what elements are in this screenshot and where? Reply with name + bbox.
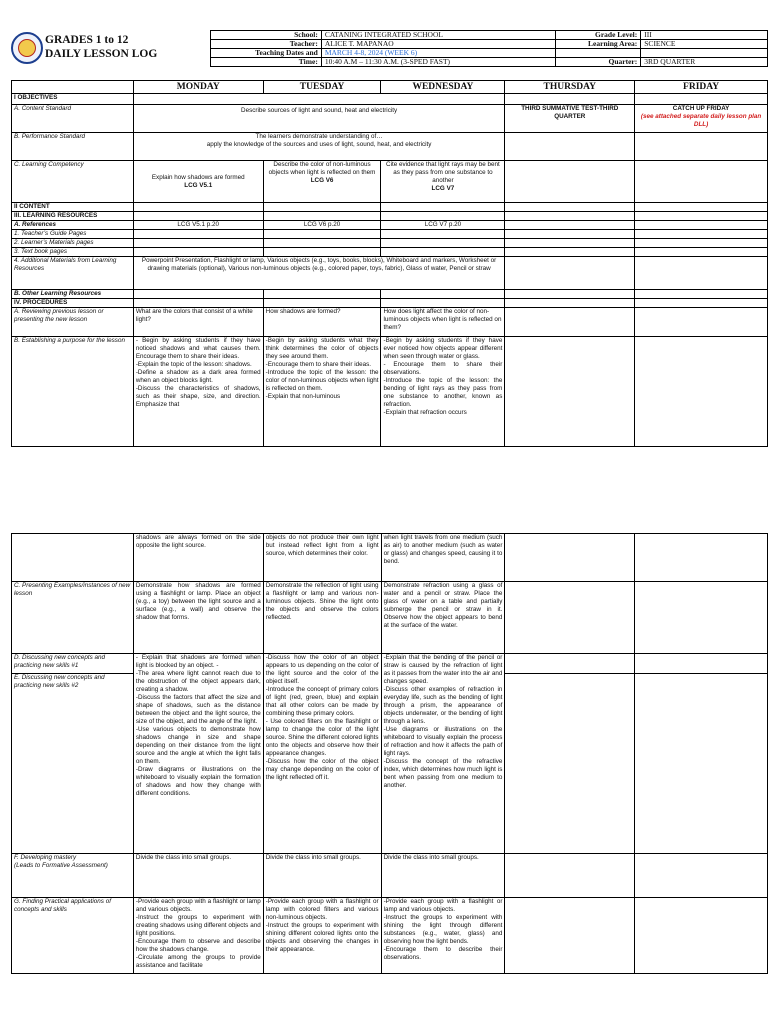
- day-monday: MONDAY: [133, 81, 263, 94]
- teacher-label: Teacher:: [211, 40, 322, 49]
- purpose-tuesday: -Begin by asking students what they think determines the color of objects they see around them. -Encourage them to share their ideas. -Introduce the topic of the lesson: the color of non-luminous objects when light is reflected on them. -Explain that non-luminous: [263, 337, 381, 447]
- catch-up-friday-note: (see attached separate daily lesson plan DLL): [640, 113, 762, 128]
- area-value: SCIENCE: [641, 40, 768, 49]
- day-friday: FRIDAY: [635, 81, 768, 94]
- review-wednesday: How does light affect the color of non-luminous objects when light is reflected on them?: [381, 308, 505, 337]
- examples-label: C. Presenting Examples/instances of new lesson: [12, 582, 134, 654]
- day-thursday: THURSDAY: [505, 81, 635, 94]
- time-label: Time:: [211, 58, 322, 67]
- examples-monday: Demonstrate how shadows are formed using a flashlight or lamp. Place an object (e.g., a toy) between the light source and a surface (e.g., a wall) and observe the shadow that forms.: [133, 582, 263, 654]
- review-label: A. Reviewing previous lesson or presenting the new lesson: [12, 308, 134, 337]
- mastery-monday: Divide the class into small groups.: [133, 854, 263, 898]
- time-value: 10:40 A.M – 11:30 A.M. (3-SPED FAST): [321, 58, 556, 67]
- school-info-table: [210, 30, 768, 67]
- school-label: School:: [211, 31, 322, 40]
- learning-resources-heading: III. LEARNING RESOURCES: [12, 212, 134, 221]
- practical-tuesday: -Provide each group with a flashlight or lamp with colored filters and various non-luminous objects. -Instruct the groups to experiment with shining different colored lights onto the objects and observing the changes in their appearance.: [263, 898, 381, 974]
- teacher-value: ALICE T. MAPANAO: [321, 40, 556, 49]
- mastery-label: F. Developing mastery (Leads to Formative Assessment): [12, 854, 134, 898]
- mastery-tuesday: Divide the class into small groups.: [263, 854, 381, 898]
- purpose-tuesday-continued: objects do not produce their own light but instead reflect light from a light source, which determines their color.: [263, 534, 381, 582]
- day-tuesday: TUESDAY: [263, 81, 381, 94]
- lesson-log-header: [11, 30, 768, 72]
- additional-materials-text: Powerpoint Presentation, Flashlight or lamp, Various objects (e.g., toys, books, blocks), Whiteboard and markers, Worksheet or drawing materials (optional), Various non-luminous objects (e.g., colored paper, toys, fabric), Glass of water, Pencil or straw: [133, 257, 505, 290]
- examples-tuesday: Demonstrate the reflection of light using a flashlight or lamp and various non-luminous objects. Shine the light onto the objects and observe the colors reflected.: [263, 582, 381, 654]
- mastery-wednesday: Divide the class into small groups.: [381, 854, 505, 898]
- discuss-wednesday: -Explain that the bending of the pencil or straw is caused by the refraction of light as it passes from the water into the air and changes speed. -Discuss other examples of refraction in everyday life, such as the bending of light through a prism, the appearance of objects underwater, or the bending of light through a lens. -Use diagrams or illustrations on the whiteboard to visually explain the process of refraction and how it affects the path of light rays. -Discuss the concept of the refractive index, which determines how much light is bent when passing from one medium to another.: [381, 654, 505, 854]
- lesson-table-page2: [11, 533, 768, 974]
- purpose-wednesday: -Begin by asking students if they have ever noticed how objects appear different when seen through water or glass. - Encourage them to share their observations. -Introduce the topic of the lesson: the bending of light rays as they pass from one substance to another, known as refraction. -Explain that refraction occurs: [381, 337, 505, 447]
- dates-label: Teaching Dates and: [211, 49, 322, 58]
- competency-monday: Explain how shadows are formed LCG V5.1: [133, 161, 263, 203]
- content-standard-text: Describe sources of light and sound, heat and electricity: [133, 105, 505, 133]
- area-label: Learning Area:: [556, 40, 641, 49]
- references-monday: LCG V5.1 p.20: [133, 221, 263, 230]
- day-wednesday: WEDNESDAY: [381, 81, 505, 94]
- catch-up-friday-cell: CATCH UP FRIDAY (see attached separate daily lesson plan DLL): [635, 105, 768, 133]
- purpose-monday: - Begin by asking students if they have noticed shadows and what causes them. Encourage them to share their ideas. -Explain the topic of the lesson: shadows. -Define a shadow as a dark area formed when an object blocks light. -Discuss the characteristics of shadows, such as their shape, size, and direction. Emphasize that: [133, 337, 263, 447]
- competency-tuesday: Describe the color of non-luminous objects when light is reflected on them LCG V6: [263, 161, 381, 203]
- references-wednesday: LCG V7 p.20: [381, 221, 505, 230]
- competency-label: C. Learning Competency: [12, 161, 134, 203]
- purpose-label: B. Establishing a purpose for the lesson: [12, 337, 134, 447]
- discuss1-label: D. Discussing new concepts and practicing new skills #1: [12, 654, 134, 674]
- purpose-wednesday-continued: when light travels from one medium (such as air) to another medium (such as water or glass) and changes speed, causing it to bend.: [381, 534, 505, 582]
- textbook-pages-label: 3. Text book pages: [12, 248, 134, 257]
- performance-standard-text: The learners demonstrate understanding of… apply the knowledge of the sources and uses of light, sound, heat, and electricity: [133, 133, 505, 161]
- references-tuesday: LCG V6 p.20: [263, 221, 381, 230]
- practical-wednesday: -Provide each group with a flashlight or lamp and various objects. -Instruct the groups to experiment with shining the light through different substances (e.g., water, glass) and observing how the light bends. -Encourage them to describe their observations.: [381, 898, 505, 974]
- discuss-monday: - Explain that shadows are formed when light is blocked by an object. - -The area where light cannot reach due to the obstruction of the object appears dark, creating a shadow. -Discuss the factors that affect the size and shape of shadows, such as the distance between the object and the light source, the size of the object, and the angle of the light. -Use various objects to demonstrate how shadows change in size and shape depending on their distance from the light source and the angle at which the light falls on them. -Draw diagrams or illustrations on the whiteboard to visually explain the formation of shadows and how they change with different conditions.: [133, 654, 263, 854]
- other-resources-label: B. Other Learning Resources: [12, 290, 134, 299]
- deped-seal-icon: [11, 32, 43, 64]
- dates-value: MARCH 4-8, 2024 (WEEK 6): [321, 49, 556, 58]
- examples-wednesday: Demonstrate refraction using a glass of water and a pencil or straw. Place the glass of water on a table and partially submerge the pencil or straw in it. Observe how the object appears to bend at the surface of the water.: [381, 582, 505, 654]
- log-title: GRADES 1 to 12 DAILY LESSON LOG: [45, 34, 158, 60]
- content-standard-label: A. Content Standard: [12, 105, 134, 133]
- summative-test-note: THIRD SUMMATIVE TEST-THIRD QUARTER: [505, 105, 635, 133]
- teachers-guide-label: 1. Teacher’s Guide Pages: [12, 230, 134, 239]
- purpose-monday-continued: shadows are always formed on the side opposite the light source.: [133, 534, 263, 582]
- review-tuesday: How shadows are formed?: [263, 308, 381, 337]
- discuss2-label: E. Discussing new concepts and practicing new skills #2: [12, 674, 134, 854]
- quarter-value: 3RD QUARTER: [641, 58, 768, 67]
- page-one: [0, 0, 768, 470]
- grade-label: Grade Level:: [556, 31, 641, 40]
- content-heading: II CONTENT: [12, 203, 134, 212]
- competency-wednesday: Cite evidence that light rays may be bent as they pass from one substance to another LCG V7: [381, 161, 505, 203]
- lesson-table-page1: [11, 80, 768, 447]
- page-two: [0, 533, 768, 1024]
- references-label: A. References: [12, 221, 134, 230]
- procedures-heading: IV. PROCEDURES: [12, 299, 134, 308]
- review-monday: What are the colors that consist of a white light?: [133, 308, 263, 337]
- quarter-label: Quarter:: [556, 58, 641, 67]
- school-value: CATANING INTEGRATED SCHOOL: [321, 31, 556, 40]
- learners-materials-label: 2. Learner’s Materials pages: [12, 239, 134, 248]
- practical-label: G. Finding Practical applications of concepts and skills: [12, 898, 134, 974]
- discuss-tuesday: -Discuss how the color of an object appears to us depending on the color of the light source and the color of the object itself. -Introduce the concept of primary colors of light (red, green, blue) and explain that all other colors can be made by combining these primary colors. - Use colored filters on the flashlight or lamp to change the color of the light source. Shine the different colored lights onto the objects and observe how their appearance changes. -Discuss how the color of the object may change depending on the color of the light reflected off it.: [263, 654, 381, 854]
- grade-value: III: [641, 31, 768, 40]
- performance-standard-label: B. Performance Standard: [12, 133, 134, 161]
- practical-monday: -Provide each group with a flashlight or lamp and various objects. -Instruct the groups to experiment with creating shadows using different objects and light positions. -Encourage them to observe and describe how the shadows change. -Circulate among the groups to provide assistance and facilitate: [133, 898, 263, 974]
- additional-materials-label: 4. Additional Materials from Learning Resources: [12, 257, 134, 290]
- objectives-heading: I OBJECTIVES: [12, 94, 134, 105]
- page-gap: [0, 470, 768, 533]
